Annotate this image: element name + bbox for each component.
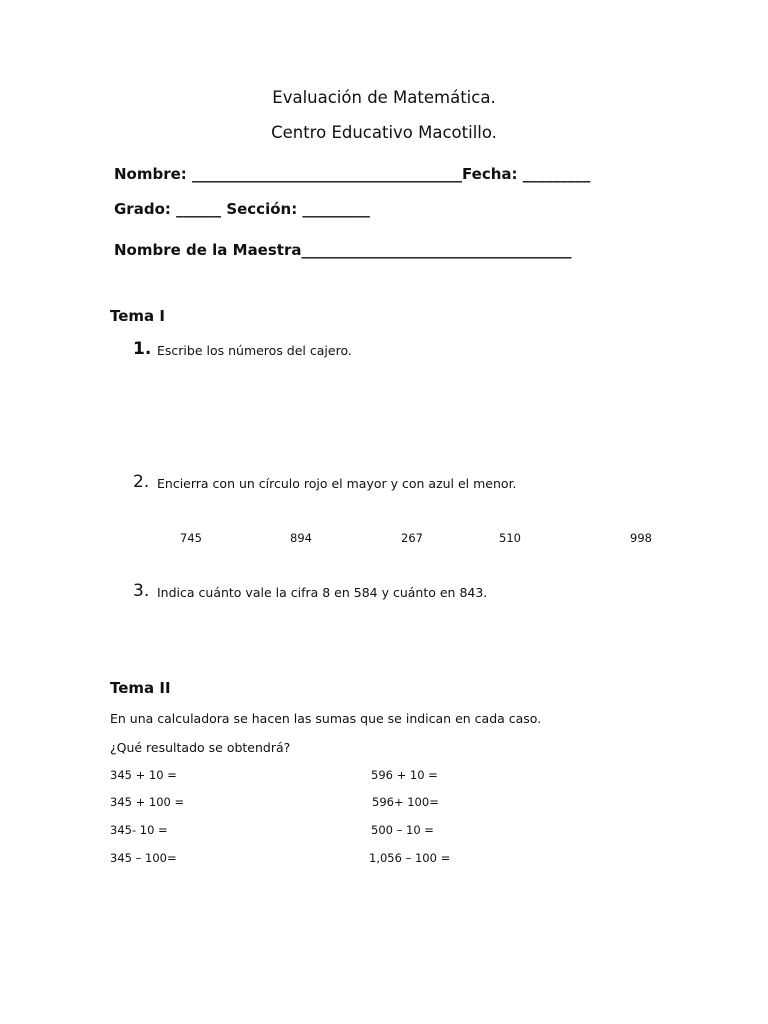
question-2-text: Encierra con un círculo rojo el mayor y con azul el menor. (157, 476, 517, 491)
question-1-text: Escribe los números del cajero. (157, 343, 352, 358)
operation-item: 345- 10 = (110, 823, 168, 837)
number-item: 510 (499, 531, 521, 545)
school-name: Centro Educativo Macotillo. (271, 123, 497, 142)
number-item: 894 (290, 531, 312, 545)
question-3-text: Indica cuánto vale la cifra 8 en 584 y cuánto en 843. (157, 585, 488, 600)
operation-item: 345 + 10 = (110, 768, 177, 782)
operation-item: 345 + 100 = (110, 795, 185, 809)
tema-2-heading: Tema II (110, 679, 171, 697)
tema-2-intro: En una calculadora se hacen las sumas que se indican en cada caso. (110, 711, 542, 726)
maestra-field: Nombre de la Maestra____________________________________ (114, 241, 572, 259)
question-1-number: 1. (133, 339, 152, 359)
grado-seccion-field: Grado: ______ Sección: _________ (114, 200, 370, 218)
tema-1-heading: Tema I (110, 307, 165, 325)
nombre-fecha-field: Nombre: ____________________________________Fecha: _________ (114, 165, 591, 183)
number-item: 267 (401, 531, 423, 545)
document-title: Evaluación de Matemática. (272, 88, 496, 107)
operation-item: 500 – 10 = (371, 823, 434, 837)
number-item: 745 (180, 531, 202, 545)
tema-2-question: ¿Qué resultado se obtendrá? (110, 740, 291, 755)
operation-item: 1,056 – 100 = (369, 851, 451, 865)
operation-item: 596+ 100= (372, 795, 439, 809)
operation-item: 596 + 10 = (371, 768, 438, 782)
operation-item: 345 – 100= (110, 851, 177, 865)
question-3-number: 3. (133, 581, 150, 601)
number-item: 998 (630, 531, 652, 545)
question-2-number: 2. (133, 472, 150, 492)
